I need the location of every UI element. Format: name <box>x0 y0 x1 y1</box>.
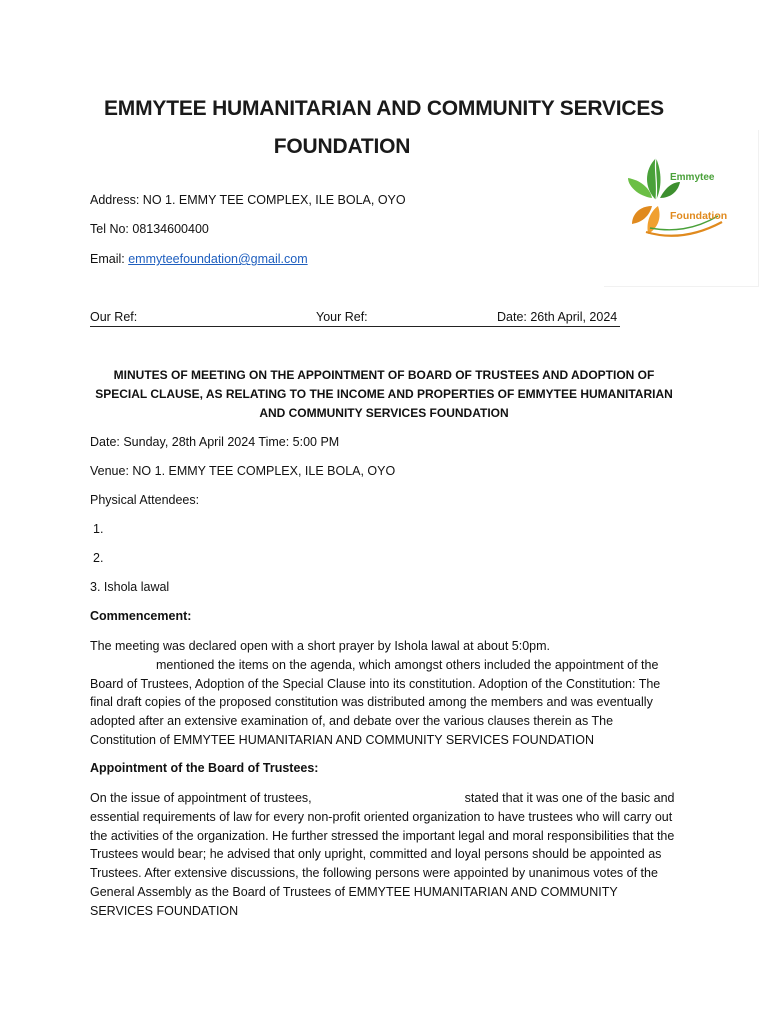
logo-subtitle: Foundation <box>670 210 728 222</box>
logo-name: Emmytee <box>670 172 715 183</box>
email-line <box>90 252 308 266</box>
commencement-body <box>90 656 680 750</box>
attendee-3: 3. Ishola lawal <box>90 580 170 594</box>
email-link[interactable]: emmyteefoundation@gmail.com <box>128 252 308 266</box>
telephone-line: Tel No: 08134600400 <box>90 222 209 236</box>
minutes-heading: MINUTES OF MEETING ON THE APPOINTMENT OF BOARD OF TRUSTEES AND ADOPTION OF SPECIAL CLAUSE, AS RELATING TO THE INCOME AND PROPERTIES OF EMMYTEE HUMANITARIAN AND COMMUNITY SERVICES FOUNDATION <box>95 368 673 420</box>
our-ref: Our Ref: <box>90 310 138 324</box>
commencement-body-text: mentioned the items on the agenda, which amongst others included the appointment of the Board of Trustees, Adoption of the Special Clause into its constitution. Adoption of the Constitution: The final draft copies of the proposed constitution was distributed among the members and was eventually adopted after an extensive examination of, and debate over the various clauses therein as The Constitution of EMMYTEE HUMANITARIAN AND COMMUNITY SERVICES FOUNDATION <box>90 657 661 747</box>
butterfly-leaf-icon <box>622 152 732 242</box>
address-line: Address: NO 1. EMMY TEE COMPLEX, ILE BOLA, OYO <box>90 193 406 207</box>
commencement-heading: Commencement: <box>90 609 192 623</box>
organization-title-line1: EMMYTEE HUMANITARIAN AND COMMUNITY SERVICES <box>104 97 664 120</box>
reference-line <box>90 310 620 327</box>
commencement-first-line: The meeting was declared open with a short prayer by Ishola lawal at about 5:0pm. <box>90 639 550 653</box>
trustees-body: stated that it was one of the basic and essential requirements of law for every non-profit oriented organization to have trustees who will carry out the activities of the organization. He further stressed the important legal and moral responsibilities that the Trustees would bear; he advised that only upright, committed and loyal persons should be appointed as Trustees. After extensive discussions, the following persons were appointed by unanimous votes of the General Assembly as the Board of Trustees of EMMYTEE HUMANITARIAN AND COMMUNITY SERVICES FOUNDATION <box>90 791 675 918</box>
trustees-heading: Appointment of the Board of Trustees: <box>90 761 319 775</box>
meeting-venue: Venue: NO 1. EMMY TEE COMPLEX, ILE BOLA, OYO <box>90 464 396 478</box>
trustees-paragraph <box>90 789 680 921</box>
your-ref: Your Ref: <box>316 310 368 324</box>
foundation-logo <box>604 130 759 287</box>
meeting-date-time: Date: Sunday, 28th April 2024 Time: 5:00 PM <box>90 435 340 449</box>
attendees-label: Physical Attendees: <box>90 493 200 507</box>
trustees-intro: On the issue of appointment of trustees, <box>90 791 312 805</box>
letter-date: Date: 26th April, 2024 <box>497 310 618 324</box>
email-label: Email: <box>90 252 129 266</box>
commencement-paragraph <box>90 637 680 750</box>
attendee-1: 1. <box>93 522 104 536</box>
organization-title-line2: FOUNDATION <box>273 135 411 158</box>
attendee-2: 2. <box>93 551 104 565</box>
